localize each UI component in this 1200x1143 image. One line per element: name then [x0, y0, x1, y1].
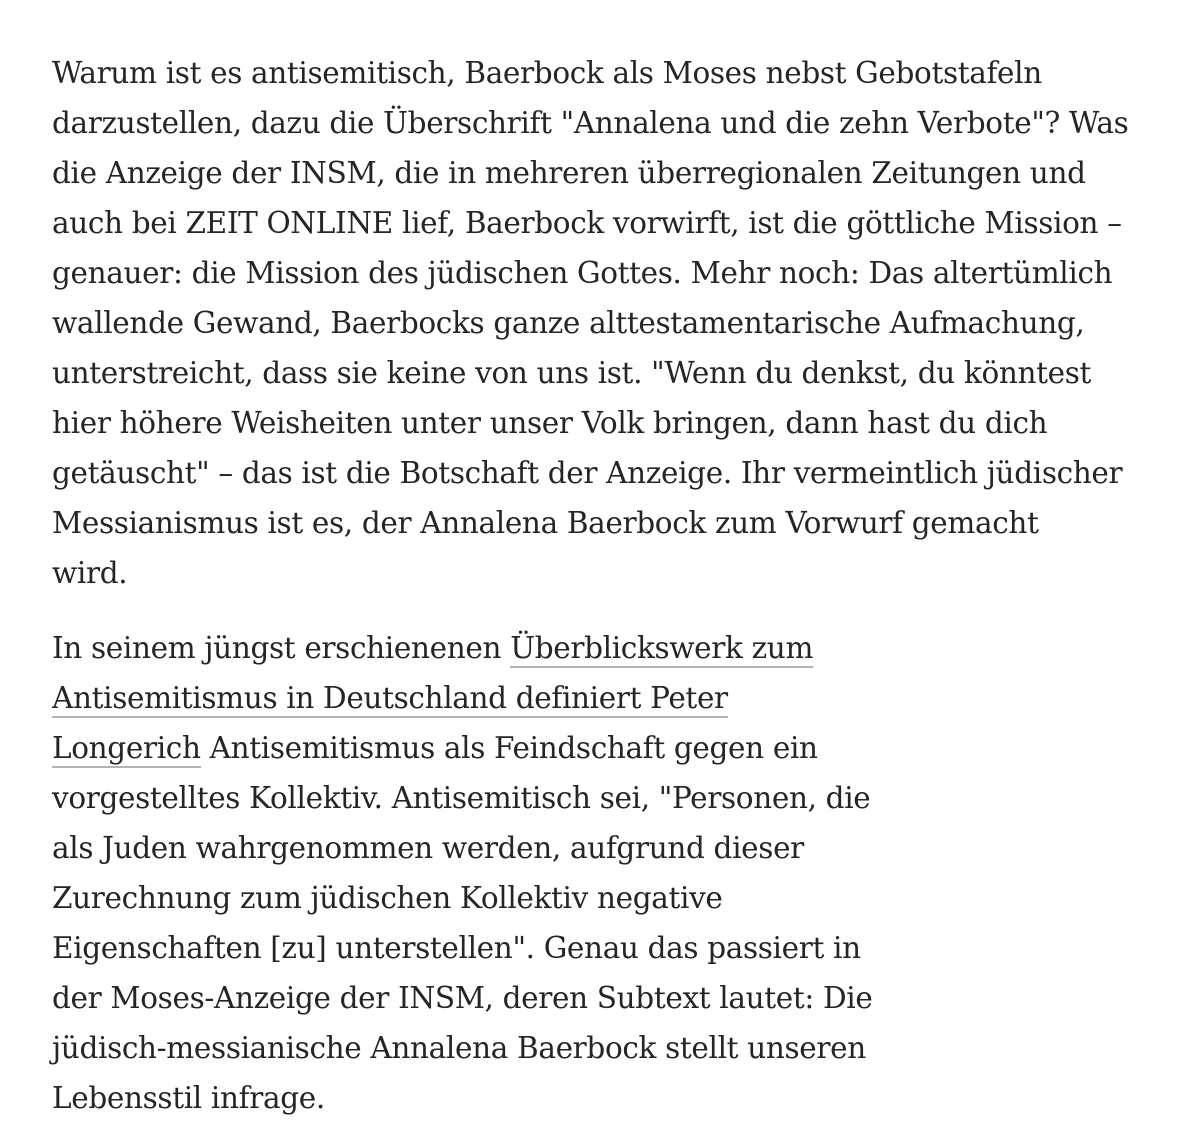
text-line: Eigenschaften [zu] unterstellen". Genau das passiert in	[52, 931, 861, 965]
text-line: jüdisch-messianische Annalena Baerbock stellt unseren	[52, 1031, 866, 1065]
text-line: der Moses-Anzeige der INSM, deren Subtext lautet: Die	[52, 981, 873, 1015]
text-line: als Juden wahrgenommen werden, aufgrund dieser	[52, 831, 804, 865]
text-line: getäuscht" – das ist die Botschaft der Anzeige. Ihr vermeintlich jüdischer	[52, 456, 1123, 490]
text-line: darzustellen, dazu die Überschrift "Annalena und die zehn Verbote"? Was	[52, 106, 1129, 140]
text-line: hier höhere Weisheiten unter unser Volk bringen, dann hast du dich	[52, 406, 1048, 440]
text-line: genauer: die Mission des jüdischen Gottes. Mehr noch: Das altertümlich	[52, 256, 1113, 290]
text-line: wird.	[52, 556, 128, 590]
text-line: wallende Gewand, Baerbocks ganze alttestamentarische Aufmachung,	[52, 306, 1085, 340]
text-line: die Anzeige der INSM, die in mehreren überregionalen Zeitungen und	[52, 156, 1086, 190]
text-line: Lebensstil infrage.	[52, 1081, 325, 1115]
text-line: auch bei ZEIT ONLINE lief, Baerbock vorwirft, ist die göttliche Mission –	[52, 206, 1122, 240]
text-segment: Antisemitismus als Feindschaft gegen ein	[200, 731, 818, 765]
book-link[interactable]: Überblickswerk zum	[510, 631, 813, 668]
book-link[interactable]: Antisemitismus in Deutschland definiert Peter	[52, 681, 728, 718]
text-segment: In seinem jüngst erschienenen	[52, 631, 511, 665]
text-line	[52, 623, 1162, 673]
paragraph-2	[52, 623, 1162, 1123]
text-line: Warum ist es antisemitisch, Baerbock als Moses nebst Gebotstafeln	[52, 56, 1042, 90]
text-line: vorgestelltes Kollektiv. Antisemitisch sei, "Personen, die	[52, 781, 871, 815]
text-line: unterstreicht, dass sie keine von uns ist. "Wenn du denkst, du könntest	[52, 356, 1092, 390]
text-line: Messianismus ist es, der Annalena Baerbock zum Vorwurf gemacht	[52, 506, 1039, 540]
book-link[interactable]: Longerich	[52, 731, 201, 768]
text-line	[52, 723, 1162, 773]
text-line	[52, 673, 1162, 723]
text-line: Zurechnung zum jüdischen Kollektiv negative	[52, 881, 723, 915]
article-body	[52, 48, 1162, 1123]
paragraph-1	[52, 48, 1162, 598]
